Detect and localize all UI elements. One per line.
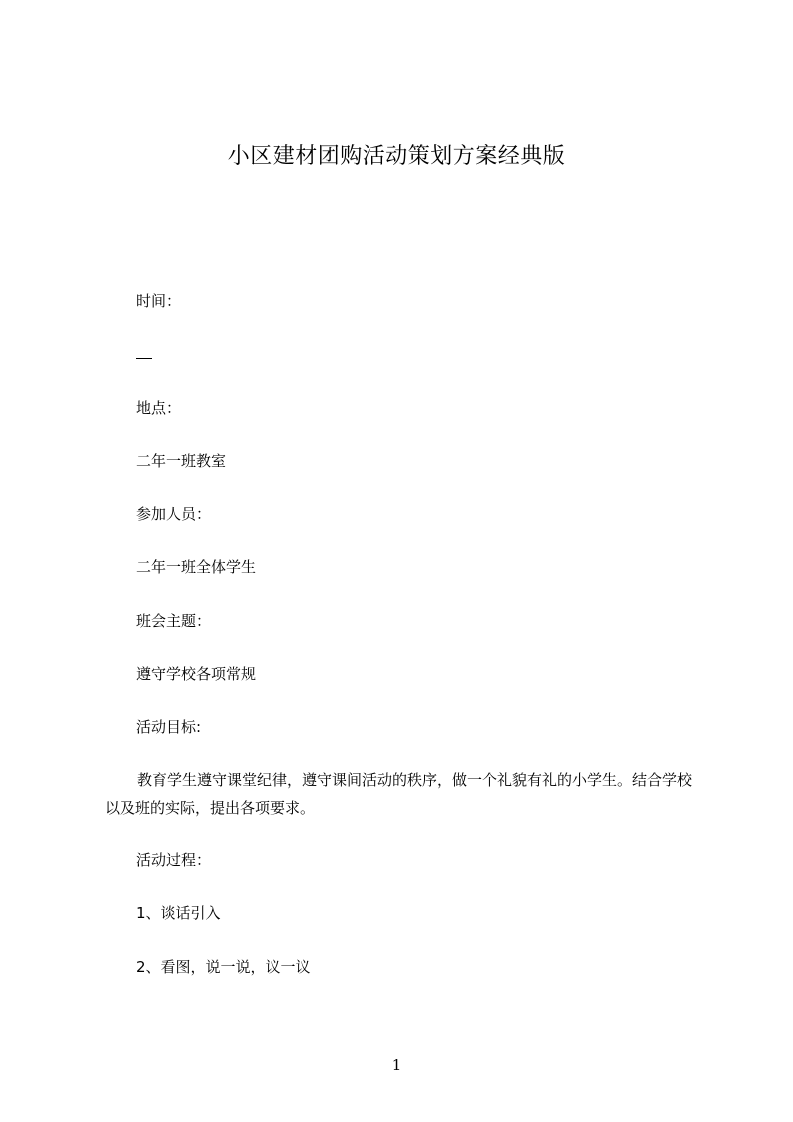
goal-label: 活动目标: (136, 718, 202, 736)
theme-value: 遵守学校各项常规 (136, 665, 257, 683)
participants-label: 参加人员： (136, 505, 212, 523)
participants-value: 二年一班全体学生 (136, 558, 257, 576)
process-label: 活动过程： (136, 851, 212, 869)
document-title: 小区建材团购活动策划方案经典版 (227, 144, 566, 169)
place-value: 二年一班教室 (136, 452, 227, 470)
time-value-dash (136, 358, 152, 359)
place-label: 地点： (136, 399, 182, 417)
step-2: 2、看图，说一说，议一议 (136, 958, 311, 976)
page-number: 1 (391, 1056, 402, 1074)
goal-paragraph: 教育学生遵守课堂纪律，遵守课间活动的秩序，做一个礼貌有礼的小学生。结合学校以及班的实际，提出各项要求。 (105, 771, 693, 817)
time-label: 时间： (136, 292, 182, 310)
theme-label: 班会主题： (136, 612, 212, 630)
step-1: 1、谈话引入 (136, 904, 221, 922)
